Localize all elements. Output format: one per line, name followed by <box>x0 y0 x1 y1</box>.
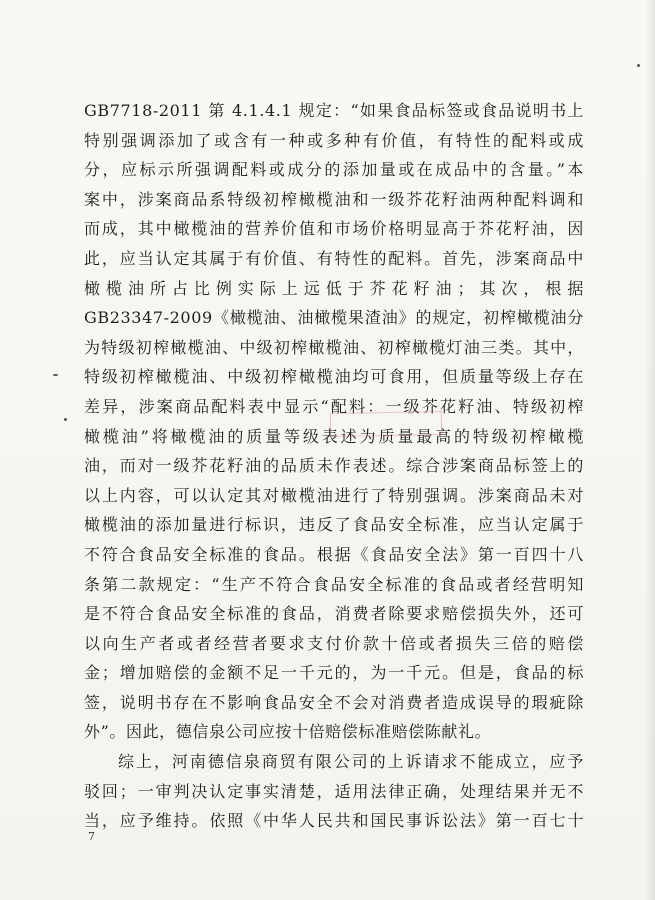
text-line: 差异，涉案商品配料表中显示“配料：一级芥花籽油、特级初榨 <box>84 396 584 416</box>
scan-speck <box>637 64 640 67</box>
scan-speck <box>53 374 58 376</box>
text-line: GB7718-2011 第 4.1.4.1 规定：“如果食品标签或食品说明书上 <box>84 101 584 120</box>
text-line: 驳回；一审判决认定事实清楚，适用法律正确，处理结果并无不 <box>84 781 584 801</box>
text-line: 而成，其中橄榄油的营养价值和市场价格明显高于芥花籽油，因 <box>84 219 584 239</box>
text-line: 是不符合食品安全标准的食品，消费者除要求赔偿损失外，还可 <box>84 604 584 624</box>
text-line: 条第二款规定：“生产不符合食品安全标准的食品或者经营明知 <box>84 574 584 594</box>
faint-red-stamp <box>330 411 442 437</box>
text-line: 当，应予维持。依照《中华人民共和国民事诉讼法》第一百七十 <box>84 811 584 831</box>
text-line: 外”。因此，德信泉公司应按十倍赔偿标准赔偿陈献礼。 <box>84 722 492 742</box>
scan-edge-shadow <box>645 0 655 900</box>
text-line: 特别强调添加了或含有一种或多种有价值，有特性的配料或成 <box>84 130 584 150</box>
body-text <box>84 96 584 836</box>
text-line: 油，而对一级芥花籽油的品质未作表述。综合涉案商品标签上的 <box>84 456 584 476</box>
text-line: 以上内容，可以认定其对橄榄油进行了特别强调。涉案商品未对 <box>84 485 584 505</box>
text-line: 橄榄油所占比例实际上远低于芥花籽油；其次，根据 <box>84 278 584 298</box>
text-line: 橄榄油的添加量进行标识，违反了食品安全标准，应当认定属于 <box>84 515 584 535</box>
paragraph-start-line: 综上，河南德信泉商贸有限公司的上诉请求不能成立，应予 <box>118 752 584 772</box>
text-line: 橄榄油”将橄榄油的质量等级表述为质量最高的特级初榨橄榄 <box>84 426 584 446</box>
text-line: 以向生产者或者经营者要求支付价款十倍或者损失三倍的赔偿 <box>84 633 584 653</box>
text-line: 此，应当认定其属于有价值、有特性的配料。首先，涉案商品中 <box>84 248 584 268</box>
text-line: 金；增加赔偿的金额不足一千元的，为一千元。但是，食品的标 <box>84 663 584 683</box>
text-line: 分，应标示所强调配料或成分的添加量或在成品中的含量。”本 <box>84 160 584 180</box>
text-line: GB23347-2009《橄榄油、油橄榄果渣油》的规定，初榨橄榄油分 <box>84 308 584 328</box>
text-line: 签，说明书存在不影响食品安全不会对消费者造成误导的瑕疵除 <box>84 692 584 712</box>
text-line: 案中，涉案商品系特级初榨橄榄油和一级芥花籽油两种配料调和 <box>84 189 584 209</box>
text-line: 为特级初榨橄榄油、中级初榨橄榄油、初榨橄榄灯油三类。其中， <box>84 337 584 357</box>
text-line: 特级初榨橄榄油、中级初榨橄榄油均可食用，但质量等级上存在 <box>84 367 584 387</box>
scan-speck <box>64 418 67 421</box>
text-line: 不符合食品安全标准的食品。根据《食品安全法》第一百四十八 <box>84 544 584 564</box>
page-number: 7 <box>88 830 95 843</box>
